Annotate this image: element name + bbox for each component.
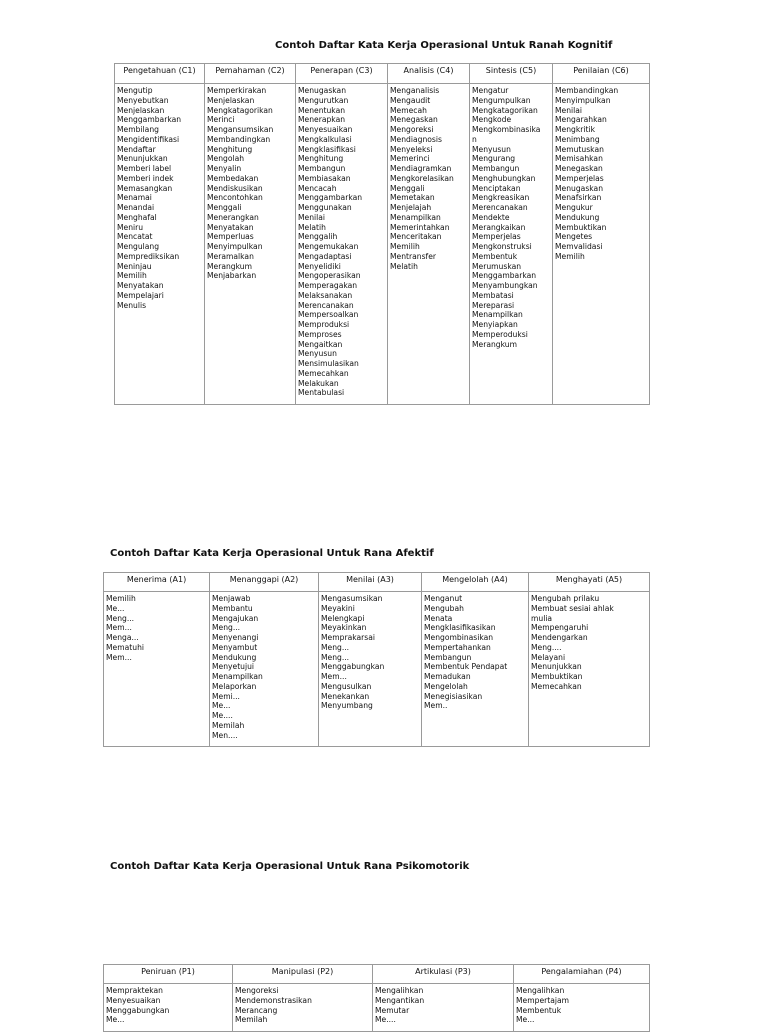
list-item: Meyakini — [321, 603, 355, 613]
column-header: Sintesis (C5) — [470, 64, 553, 84]
list-item: Mendiagramkan — [390, 164, 452, 173]
list-item: Mendekte — [472, 212, 510, 222]
list-item: Memperagakan — [298, 281, 358, 290]
list-item: Membuktikan — [531, 672, 583, 681]
list-item: Me.... — [212, 711, 233, 720]
list-item: Mempraktekan — [106, 986, 163, 995]
list-item: Menampilkan — [472, 310, 523, 320]
list-item: Mengukur — [555, 203, 593, 212]
table-row — [104, 984, 650, 1032]
list-item: Menciptakan — [472, 183, 521, 193]
list-item: Mematuhi — [106, 642, 144, 652]
list-item: Mengolah — [207, 154, 245, 164]
list-item: Mengkritik — [555, 125, 595, 134]
list-item: Menganalisis — [390, 86, 440, 95]
list-item: Me.... — [375, 1015, 396, 1025]
list-item: Memproduksi — [298, 320, 350, 329]
list-item: Melakukan — [298, 378, 339, 388]
list-item: Mencontohkan — [207, 193, 263, 203]
list-item: Menyumbang — [321, 701, 373, 711]
list-item: Membangun — [424, 652, 472, 662]
list-item: Memperkirakan — [207, 86, 267, 95]
list-item: Menjawab — [212, 594, 251, 603]
list-item: Menegaskan — [390, 115, 438, 125]
list-item: Mengkode — [472, 115, 512, 125]
column-header: Peniruan (P1) — [104, 965, 233, 984]
list-item: Mengklasifikasikan — [424, 623, 496, 633]
list-item: Membentuk — [472, 251, 518, 261]
list-item: Merencanakan — [472, 203, 528, 212]
column-header: Menerima (A1) — [104, 573, 210, 592]
list-item: Memperluas — [207, 232, 254, 242]
list-item: Menyatakan — [117, 281, 164, 290]
list-item: Mendemonstrasikan — [235, 995, 312, 1005]
list-item: Memecahkan — [298, 368, 349, 378]
list-item: Menggambarkan — [472, 271, 537, 281]
list-item: Memecah — [390, 105, 427, 115]
list-item: Mengaitkan — [298, 339, 343, 349]
list-item: Menyusun — [472, 144, 511, 154]
list-item: Meyakinkan — [321, 623, 367, 633]
list-item: Mempertajam — [516, 995, 570, 1005]
list-item: Mengulang — [117, 242, 160, 251]
list-item: Menerangkan — [207, 212, 259, 222]
list-item: Membiasakan — [298, 173, 351, 183]
list-item: Merangkum — [207, 261, 253, 271]
column-cell — [422, 592, 529, 747]
list-item: Memi... — [212, 691, 240, 701]
column-cell — [296, 84, 388, 405]
kognitif-table — [114, 63, 650, 405]
list-item: Meramalkan — [207, 251, 254, 261]
column-cell — [529, 592, 650, 747]
list-item: Merangkaikan — [472, 222, 526, 232]
list-item: Menggalih — [298, 232, 338, 242]
list-item: Membangun — [298, 164, 346, 173]
table-header-row — [104, 965, 650, 984]
list-item: Mentabulasi — [298, 388, 345, 398]
list-item: Menandai — [117, 203, 155, 212]
list-item: Menggunakan — [298, 203, 352, 212]
list-item: Memutar — [375, 1005, 410, 1015]
list-item: Memperjelas — [555, 173, 604, 183]
list-item: Mengkatagorikan — [472, 105, 538, 115]
list-item: Mengemukakan — [298, 242, 359, 251]
list-item: Memilih — [106, 594, 136, 603]
list-item: Menilai — [555, 105, 583, 115]
list-item: Meninjau — [117, 261, 152, 271]
list-item: Mengatur — [472, 86, 509, 95]
list-item: Men.... — [212, 730, 238, 740]
list-item: Memerintahkan — [390, 222, 450, 232]
list-item: Menyimpulkan — [555, 95, 611, 105]
list-item: Menyenangi — [212, 633, 259, 642]
column-header: Artikulasi (P3) — [373, 965, 514, 984]
list-item: Mengurutkan — [298, 95, 349, 105]
list-item: Menjelajah — [390, 203, 432, 212]
list-item: Membangun — [472, 164, 520, 173]
list-item: Menga... — [106, 633, 139, 642]
list-item: Mengkatagorikan — [207, 105, 273, 115]
column-header: Menilai (A3) — [319, 573, 422, 592]
list-item: Menggambarkan — [117, 115, 182, 125]
list-item: Me... — [212, 701, 231, 711]
list-item: Menugaskan — [298, 86, 347, 95]
list-item: Menyebutkan — [117, 95, 169, 105]
list-item: Mengutip — [117, 86, 153, 95]
list-item: Melatih — [298, 222, 326, 232]
list-item: Menulis — [117, 300, 147, 310]
list-item: Menunjukkan — [531, 662, 582, 672]
list-item: Memberi label — [117, 164, 172, 173]
list-item: Menafsirkan — [555, 193, 602, 203]
column-cell — [210, 592, 319, 747]
list-item: Menggambarkan — [298, 193, 363, 203]
list-item: Membantu — [212, 603, 253, 613]
list-item: Membatasi — [472, 290, 514, 300]
list-item: Menyatakan — [207, 222, 254, 232]
list-item: Memilih — [390, 242, 420, 251]
column-header: Menghayati (A5) — [529, 573, 650, 592]
list-item: Menyalin — [207, 164, 242, 173]
list-item: Memerinci — [390, 154, 430, 164]
list-item: Menghitung — [298, 154, 344, 164]
psikomotorik-title: Contoh Daftar Kata Kerja Operasional Untuk Rana Psikomotorik — [110, 861, 470, 872]
list-item: Memecahkan — [531, 681, 582, 691]
list-item: Mempengaruhi — [531, 623, 589, 633]
list-item: Melayani — [531, 652, 566, 662]
list-item: Memberi indek — [117, 173, 174, 183]
list-item: Mengurang — [472, 154, 516, 164]
column-header: Penerapan (C3) — [296, 64, 388, 84]
list-item: Me... — [106, 1015, 125, 1025]
list-item: Menyeleksi — [390, 144, 433, 154]
list-item: Memproses — [298, 329, 342, 339]
afektif-table — [103, 572, 650, 747]
list-item: Mengoperasikan — [298, 271, 361, 281]
list-item: Meng.... — [531, 642, 562, 652]
list-item: Menghafal — [117, 212, 157, 222]
list-item: Menggali — [390, 183, 425, 193]
list-item: Mendiagnosis — [390, 134, 442, 144]
list-item: Mereparasi — [472, 300, 515, 310]
list-item: Me... — [516, 1015, 535, 1025]
list-item: Menyambut — [212, 642, 258, 652]
list-item: Memutuskan — [555, 144, 604, 154]
list-item: Mempelajari — [117, 290, 164, 300]
list-item: Menyesuaikan — [298, 125, 353, 134]
afektif-title: Contoh Daftar Kata Kerja Operasional Untuk Rana Afektif — [110, 548, 434, 559]
list-item: Membedakan — [207, 173, 259, 183]
list-item: Menegaskan — [555, 164, 603, 173]
list-item: Memilah — [235, 1015, 268, 1025]
list-item: Memprakarsai — [321, 633, 375, 642]
column-header: Analisis (C4) — [388, 64, 470, 84]
column-cell — [470, 84, 553, 405]
list-item: Meng... — [321, 652, 350, 662]
column-cell — [553, 84, 650, 405]
list-item: Mempersoalkan — [298, 310, 359, 320]
list-item: Mencatat — [117, 232, 153, 242]
column-cell — [104, 592, 210, 747]
list-item: Merumuskan — [472, 261, 522, 271]
list-item: Memilih — [117, 271, 147, 281]
list-item: Mengantikan — [375, 995, 425, 1005]
column-cell — [514, 984, 650, 1032]
table-header-row — [115, 64, 650, 84]
list-item: Mengidentifikasi — [117, 134, 180, 144]
list-item: Menghitung — [207, 144, 253, 154]
list-item: Mengumpulkan — [472, 95, 531, 105]
list-item: Meng... — [212, 623, 241, 633]
list-item: Membentuk Pendapat — [424, 662, 508, 672]
list-item: Mengajukan — [212, 613, 259, 623]
list-item: Menggabungkan — [321, 662, 385, 672]
list-item: Memperoduksi — [472, 329, 528, 339]
list-item: Menyesuaikan — [106, 995, 161, 1005]
column-header: Penilaian (C6) — [553, 64, 650, 84]
list-item: Menyusun — [298, 349, 337, 359]
list-item: Menghubungkan — [472, 173, 536, 183]
list-item: Mencacah — [298, 183, 337, 193]
column-header: Menanggapi (A2) — [210, 573, 319, 592]
list-item: Menampilkan — [390, 212, 441, 222]
list-item: Menyetujui — [212, 662, 255, 672]
column-cell — [319, 592, 422, 747]
list-item: Menjabarkan — [207, 271, 257, 281]
list-item: Mengklasifikasi — [298, 144, 356, 154]
list-item: Meng... — [106, 613, 135, 623]
column-cell — [205, 84, 296, 405]
list-item: Memetakan — [390, 193, 435, 203]
table-header-row — [104, 573, 650, 592]
column-cell — [233, 984, 373, 1032]
list-item: Menggabungkan — [106, 1005, 170, 1015]
list-item: Mengusulkan — [321, 681, 372, 691]
list-item: Mengkombinasika — [472, 125, 541, 134]
kognitif-title: Contoh Daftar Kata Kerja Operasional Untuk Ranah Kognitif — [275, 40, 613, 51]
column-cell — [373, 984, 514, 1032]
list-item: Menamai — [117, 193, 152, 203]
list-item: Menganut — [424, 594, 463, 603]
list-item: Menentukan — [298, 105, 346, 115]
list-item: Mengarahkan — [555, 115, 607, 125]
list-item: Merangkum — [472, 339, 518, 349]
list-item: Memasangkan — [117, 183, 173, 193]
list-item: Menegisiasikan — [424, 691, 483, 701]
list-item: Mengkreasikan — [472, 193, 530, 203]
list-item: Melaksanakan — [298, 290, 353, 300]
list-item: Membandingkan — [555, 86, 619, 95]
list-item: Memisahkan — [555, 154, 603, 164]
list-item: Melaporkan — [212, 681, 257, 691]
list-item: Mensimulasikan — [298, 359, 359, 368]
list-item: n — [472, 134, 477, 144]
table-row — [104, 592, 650, 747]
list-item: Menata — [424, 613, 453, 623]
list-item: mulia — [531, 613, 553, 623]
list-item: Memprediksikan — [117, 251, 180, 261]
list-item: Membilang — [117, 125, 159, 134]
list-item: Memadukan — [424, 672, 471, 681]
list-item: Menunjukkan — [117, 154, 168, 164]
list-item: Menyambungkan — [472, 281, 538, 290]
column-cell — [388, 84, 470, 405]
table-row — [115, 84, 650, 405]
list-item: Meniru — [117, 222, 144, 232]
list-item: Mengoreksi — [235, 986, 279, 995]
list-item: Membuktikan — [555, 222, 607, 232]
list-item: Mengkonstruksi — [472, 242, 532, 251]
list-item: Membuat sesiai ahlak — [531, 603, 614, 613]
list-item: Merencanakan — [298, 300, 354, 310]
list-item: Mengubah prilaku — [531, 594, 600, 603]
list-item: Mengalihkan — [516, 986, 565, 995]
list-item: Mengasumsikan — [321, 594, 383, 603]
list-item: Mengetes — [555, 232, 593, 242]
list-item: Membentuk — [516, 1005, 562, 1015]
list-item: Menjelaskan — [207, 95, 255, 105]
list-item: Mendiskusikan — [207, 183, 263, 193]
list-item: Meng... — [321, 642, 350, 652]
column-header: Manipulasi (P2) — [233, 965, 373, 984]
list-item: Menekankan — [321, 691, 370, 701]
list-item: Mengkorelasikan — [390, 173, 454, 183]
list-item: Menceritakan — [390, 232, 442, 242]
list-item: Mengansumsikan — [207, 125, 274, 134]
list-item: Memvalidasi — [555, 242, 603, 251]
list-item: Menerapkan — [298, 115, 346, 125]
list-item: Mengelolah — [424, 681, 468, 691]
list-item: Memperjelas — [472, 232, 521, 242]
list-item: Menimbang — [555, 134, 600, 144]
list-item: Mempertahankan — [424, 642, 491, 652]
list-item: Mengkalkulasi — [298, 134, 352, 144]
list-item: Mengombinasikan — [424, 633, 494, 642]
column-header: Pengetahuan (C1) — [115, 64, 205, 84]
list-item: Melatih — [390, 261, 418, 271]
list-item: Menilai — [298, 212, 326, 222]
list-item: Mengalihkan — [375, 986, 424, 995]
list-item: Mem.. — [424, 701, 448, 711]
list-item: Memilah — [212, 720, 245, 730]
list-item: Melengkapi — [321, 613, 365, 623]
list-item: Mengaudit — [390, 95, 431, 105]
list-item: Menyimpulkan — [207, 242, 263, 251]
list-item: Menyiapkan — [472, 320, 518, 329]
list-item: Mengubah — [424, 603, 464, 613]
list-item: Merinci — [207, 115, 235, 125]
list-item: Mendengarkan — [531, 633, 588, 642]
column-cell — [115, 84, 205, 405]
column-header: Pengalamiahan (P4) — [514, 965, 650, 984]
list-item: Mem... — [321, 672, 347, 681]
list-item: Mendaftar — [117, 144, 156, 154]
list-item: Mem... — [106, 623, 132, 633]
list-item: Mendukung — [212, 652, 257, 662]
psikomotorik-table — [103, 964, 650, 1032]
list-item: Mentransfer — [390, 251, 437, 261]
list-item: Membandingkan — [207, 134, 271, 144]
column-header: Pemahaman (C2) — [205, 64, 296, 84]
list-item: Menggali — [207, 203, 242, 212]
list-item: Mengadaptasi — [298, 251, 352, 261]
list-item: Menjelaskan — [117, 105, 165, 115]
column-header: Mengelolah (A4) — [422, 573, 529, 592]
list-item: Mendukung — [555, 212, 600, 222]
list-item: Me... — [106, 603, 125, 613]
list-item: Merancang — [235, 1005, 278, 1015]
list-item: Mengoreksi — [390, 125, 434, 134]
list-item: Mem... — [106, 652, 132, 662]
column-cell — [104, 984, 233, 1032]
list-item: Menampilkan — [212, 672, 263, 681]
list-item: Menyelidiki — [298, 261, 341, 271]
list-item: Memilih — [555, 251, 585, 261]
list-item: Menugaskan — [555, 183, 604, 193]
